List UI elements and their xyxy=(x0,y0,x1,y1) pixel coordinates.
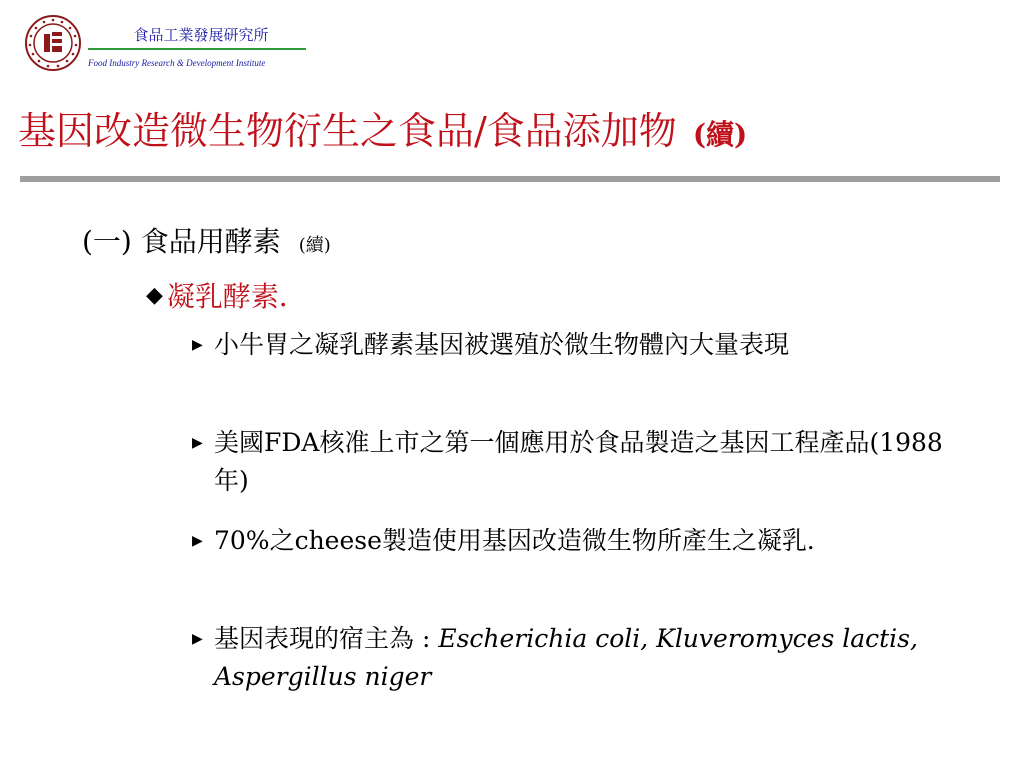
list-item-prefix: 基因表現的宿主為 : xyxy=(214,624,439,653)
section-heading-text: (一) 食品用酵素 xyxy=(82,225,281,258)
list-item xyxy=(192,424,952,500)
diamond-bullet-icon: ◆ xyxy=(146,282,163,308)
list-item-text xyxy=(214,620,952,696)
section-heading-note: (續) xyxy=(298,235,331,256)
header-divider xyxy=(88,48,306,50)
institute-name-en: Food Industry Research & Development Institute xyxy=(88,58,266,68)
species-names: Escherichia coli, Kluveromyces lactis, Aspergillus niger xyxy=(214,624,918,691)
slide-title-suffix: (續) xyxy=(692,118,748,151)
list-item-text: 小牛胃之凝乳酵素基因被選殖於微生物體內大量表現 xyxy=(214,330,790,359)
triangle-bullet-icon: ▶ xyxy=(192,631,203,647)
list-item xyxy=(192,326,952,364)
slide-title xyxy=(18,100,1008,155)
section-heading xyxy=(82,220,331,260)
subheading xyxy=(146,275,307,315)
institute-seal-icon xyxy=(24,14,82,72)
slide-header xyxy=(0,0,1024,80)
slide-title-text: 基因改造微生物衍生之食品/食品添加物 xyxy=(18,109,677,153)
triangle-bullet-icon: ▶ xyxy=(192,435,203,451)
list-item xyxy=(192,522,952,560)
title-rule xyxy=(20,176,1000,182)
list-item-text: 美國FDA核准上市之第一個應用於食品製造之基因工程產品(1988年) xyxy=(214,428,943,495)
subheading-text: 凝乳酵素． xyxy=(166,280,307,313)
triangle-bullet-icon: ▶ xyxy=(192,337,203,353)
list-item xyxy=(192,620,952,696)
list-item-text: 70%之cheese製造使用基因改造微生物所產生之凝乳． xyxy=(214,526,832,555)
institute-name-cn: 食品工業發展研究所 xyxy=(133,26,269,44)
triangle-bullet-icon: ▶ xyxy=(192,533,203,549)
